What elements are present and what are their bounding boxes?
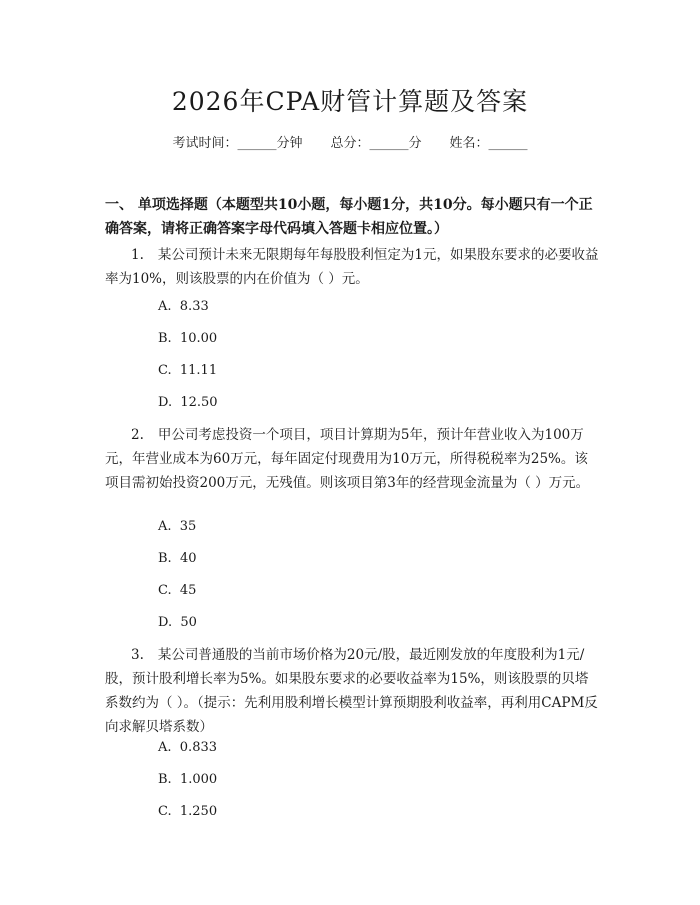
question-text: 某公司普通股的当前市场价格为20元/股，最近刚发放的年度股利为1元/股，预计股利增长率为5%。如果股东要求的必要收益率为15%，则该股票的贝塔系数约为（ ）。（提示：先利用股利增长模型计算预期股利收益率，再利用CAPM反向求解贝塔系数） — [105, 647, 598, 735]
question-number: 3. — [131, 647, 144, 663]
question-3 — [105, 643, 600, 739]
option-a: A. 8.33 — [158, 299, 209, 314]
exam-meta-line — [0, 132, 700, 151]
option-a: A. 0.833 — [158, 740, 218, 755]
question-number: 2. — [131, 427, 144, 443]
total-score-label: 总分：______分 — [330, 136, 422, 151]
question-number: 1. — [131, 247, 144, 263]
option-b: B. 40 — [158, 551, 197, 566]
option-c: C. 45 — [158, 583, 197, 598]
option-a: A. 35 — [158, 519, 197, 534]
question-2 — [105, 423, 600, 495]
document-title: 2026年CPA财管计算题及答案 — [171, 87, 529, 116]
name-label: 姓名：______ — [449, 136, 528, 151]
option-b: B. 1.000 — [158, 772, 218, 787]
question-text: 甲公司考虑投资一个项目，项目计算期为5年，预计年营业收入为100万元，年营业成本为60万元，每年固定付现费用为10万元，所得税税率为25%。该项目需初始投资200万元，无残值。则该项目第3年的经营现金流量为（ ）万元。 — [105, 427, 590, 491]
exam-time-label: 考试时间：______分钟 — [172, 136, 303, 151]
question-1 — [105, 243, 600, 291]
option-c: C. 11.11 — [158, 363, 218, 378]
question-text: 某公司预计未来无限期每年每股股利恒定为1元，如果股东要求的必要收益率为10%，则该股票的内在价值为（ ）元。 — [105, 247, 599, 287]
section-heading: 一、 单项选择题（本题型共10小题，每小题1分，共10分。每小题只有一个正确答案，请将正确答案字母代码填入答题卡相应位置。） — [105, 197, 593, 237]
option-c: C. 1.250 — [158, 804, 218, 819]
option-d: D. 50 — [158, 615, 197, 630]
option-d: D. 12.50 — [158, 395, 218, 410]
option-b: B. 10.00 — [158, 331, 218, 346]
